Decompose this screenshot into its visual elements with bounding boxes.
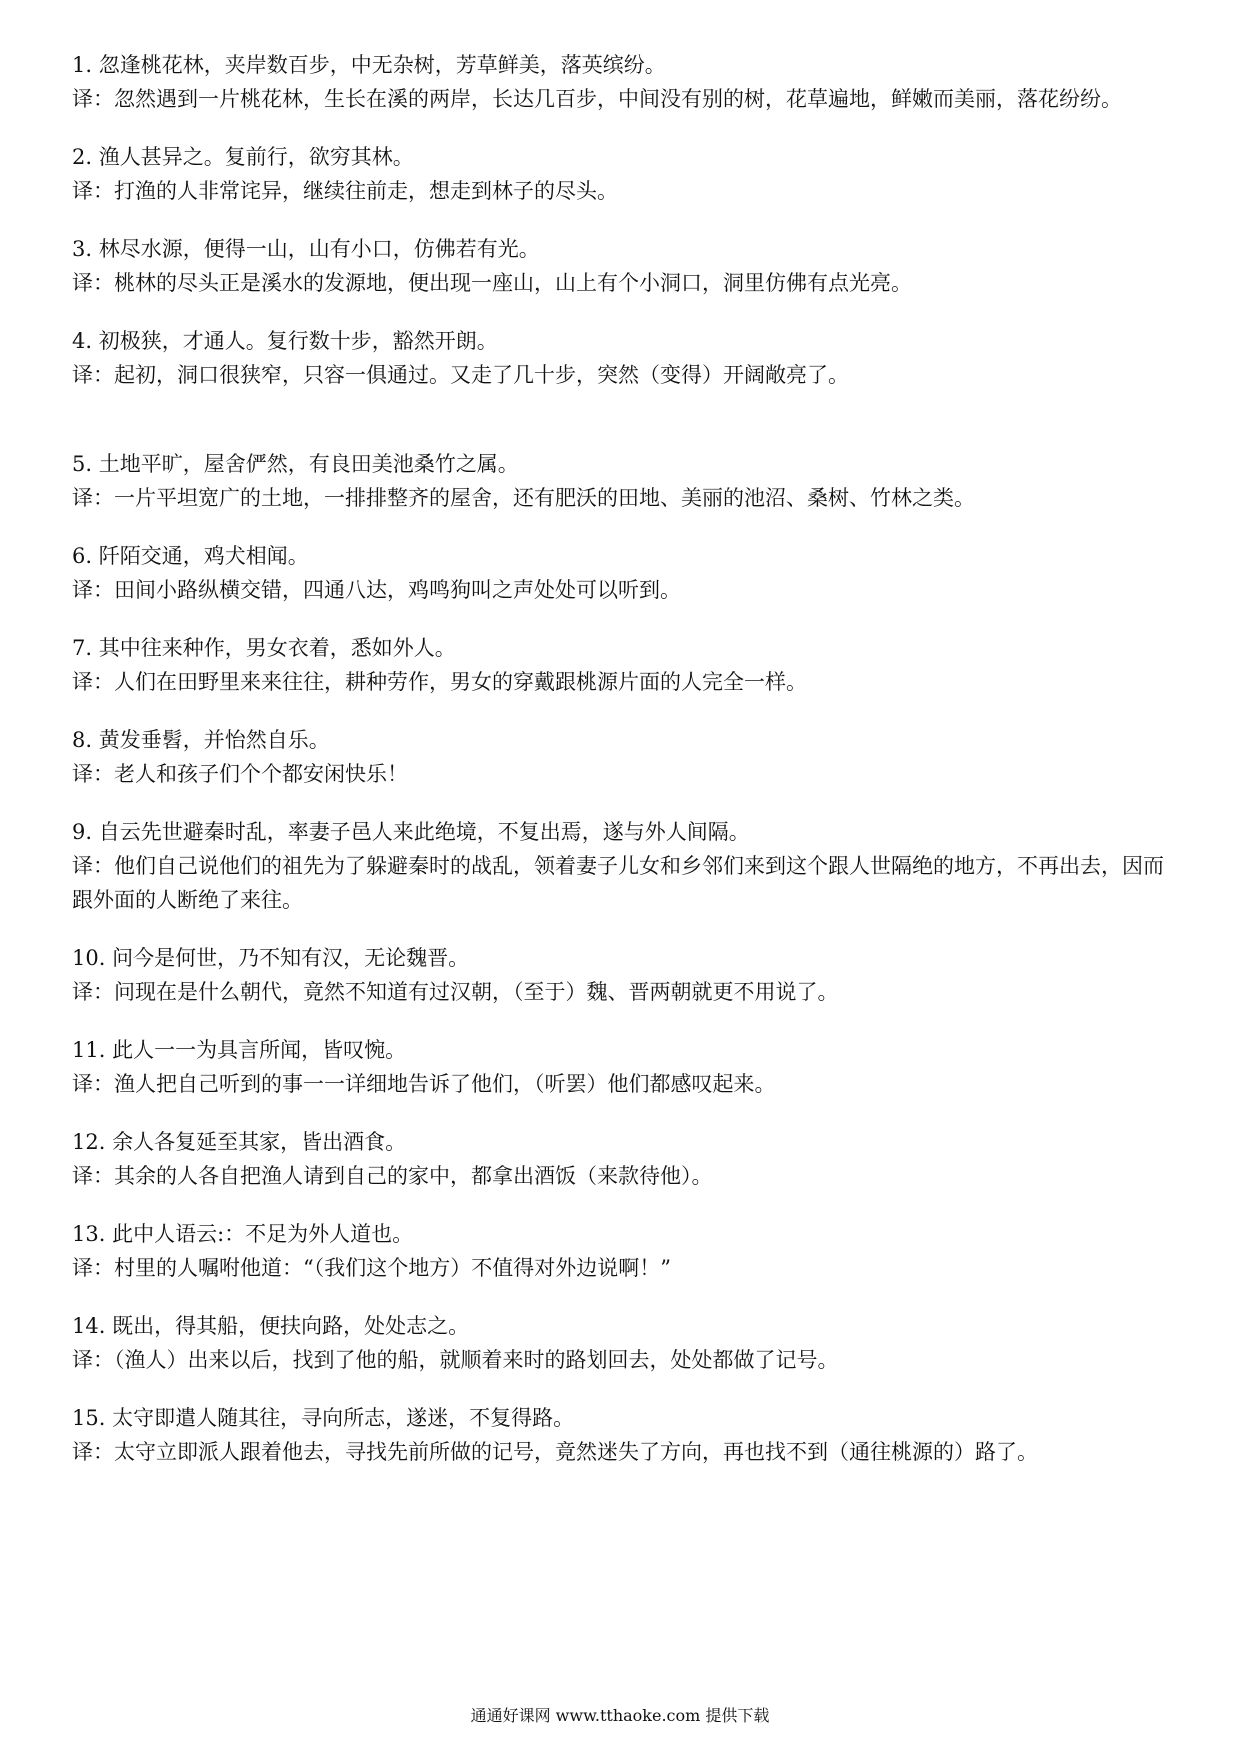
- entry-1: [72, 48, 1172, 116]
- translation-text: 译：（渔人）出来以后，找到了他的船，就顺着来时的路划回去，处处都做了记号。: [72, 1348, 839, 1372]
- original-text: 12. 余人各复延至其家，皆出酒食。: [72, 1130, 407, 1154]
- entry-12: [72, 1125, 1172, 1193]
- entry-2: [72, 140, 1172, 208]
- original-text: 13. 此中人语云:：不足为外人道也。: [72, 1222, 414, 1246]
- translation-text: 译：田间小路纵横交错，四通八达，鸡鸣狗叫之声处处可以听到。: [72, 578, 681, 602]
- translation-text: 译：忽然遇到一片桃花林，生长在溪的两岸，长达几百步，中间没有别的树，花草遍地，鲜嫩而美丽，落花纷纷。: [72, 87, 1122, 111]
- original-text: 15. 太守即遣人随其往，寻向所志，遂迷，不复得路。: [72, 1406, 575, 1430]
- entry-11: [72, 1033, 1172, 1101]
- translation-text: 译：其余的人各自把渔人请到自己的家中，都拿出酒饭（来款待他）。: [72, 1164, 713, 1188]
- translation-text: 译：起初，洞口很狭窄，只容一俱通过。又走了几十步，突然（变得）开阔敞亮了。: [72, 363, 849, 387]
- translation-text: 译：太守立即派人跟着他去，寻找先前所做的记号，竟然迷失了方向，再也找不到（通往桃源的）路了。: [72, 1440, 1038, 1464]
- original-text: 10. 问今是何世，乃不知有汉，无论魏晋。: [72, 946, 470, 970]
- entry-3: [72, 232, 1172, 300]
- spacer: [72, 515, 1172, 539]
- spacer: [72, 699, 1172, 723]
- translation-text: 译：打渔的人非常诧异，继续往前走，想走到林子的尽头。: [72, 179, 618, 203]
- translation-text: 译：村里的人嘱咐他道：“（我们这个地方）不值得对外边说啊！”: [72, 1256, 671, 1280]
- spacer: [72, 1377, 1172, 1401]
- entry-13: [72, 1217, 1172, 1285]
- spacer: [72, 300, 1172, 324]
- entry-4: [72, 324, 1172, 392]
- original-text: 4. 初极狭，才通人。复行数十步，豁然开朗。: [72, 329, 498, 353]
- translation-text: 译：一片平坦宽广的土地，一排排整齐的屋舍，还有肥沃的田地、美丽的池沼、桑树、竹林之类。: [72, 486, 975, 510]
- translation-text: 译：他们自己说他们的祖先为了躲避秦时的战乱，领着妻子儿女和乡邻们来到这个跟人世隔绝的地方，不再出去，因而跟外面的人断绝了来往。: [72, 854, 1164, 912]
- entry-5: [72, 447, 1172, 515]
- entry-8: [72, 723, 1172, 791]
- original-text: 11. 此人一一为具言所闻，皆叹惋。: [72, 1038, 407, 1062]
- entry-9: [72, 815, 1172, 917]
- original-text: 2. 渔人甚异之。复前行，欲穷其林。: [72, 145, 414, 169]
- original-text: 9. 自云先世避秦时乱，率妻子邑人来此绝境，不复出焉，遂与外人间隔。: [72, 820, 750, 844]
- original-text: 14. 既出，得其船，便扶向路，处处志之。: [72, 1314, 470, 1338]
- page-footer: 通通好课网 www.tthaoke.com 提供下载: [470, 1706, 770, 1725]
- document-body: [72, 48, 1172, 1469]
- original-text: 3. 林尽水源，便得一山，山有小口，仿佛若有光。: [72, 237, 540, 261]
- spacer: [72, 1101, 1172, 1125]
- spacer: [72, 917, 1172, 941]
- spacer: [72, 1285, 1172, 1309]
- original-text: 8. 黄发垂髫，并怡然自乐。: [72, 728, 330, 752]
- spacer: [72, 116, 1172, 140]
- entry-6: [72, 539, 1172, 607]
- translation-text: 译：问现在是什么朝代，竟然不知道有过汉朝，（至于）魏、晋两朝就更不用说了。: [72, 980, 839, 1004]
- spacer: [72, 392, 1172, 447]
- spacer: [72, 208, 1172, 232]
- spacer: [72, 1193, 1172, 1217]
- original-text: 1. 忽逢桃花林，夹岸数百步，中无杂树，芳草鲜美，落英缤纷。: [72, 53, 666, 77]
- spacer: [72, 607, 1172, 631]
- translation-text: 译：渔人把自己听到的事一一详细地告诉了他们，（听罢）他们都感叹起来。: [72, 1072, 776, 1096]
- original-text: 5. 土地平旷，屋舍俨然，有良田美池桑竹之属。: [72, 452, 519, 476]
- original-text: 6. 阡陌交通，鸡犬相闻。: [72, 544, 309, 568]
- translation-text: 译：桃林的尽头正是溪水的发源地，便出现一座山，山上有个小洞口，洞里仿佛有点光亮。: [72, 271, 912, 295]
- entry-10: [72, 941, 1172, 1009]
- spacer: [72, 1009, 1172, 1033]
- entry-15: [72, 1401, 1172, 1469]
- original-text: 7. 其中往来种作，男女衣着，悉如外人。: [72, 636, 456, 660]
- spacer: [72, 791, 1172, 815]
- entry-7: [72, 631, 1172, 699]
- entry-14: [72, 1309, 1172, 1377]
- translation-text: 译：老人和孩子们个个都安闲快乐！: [72, 762, 408, 786]
- translation-text: 译：人们在田野里来来往往，耕种劳作，男女的穿戴跟桃源片面的人完全一样。: [72, 670, 807, 694]
